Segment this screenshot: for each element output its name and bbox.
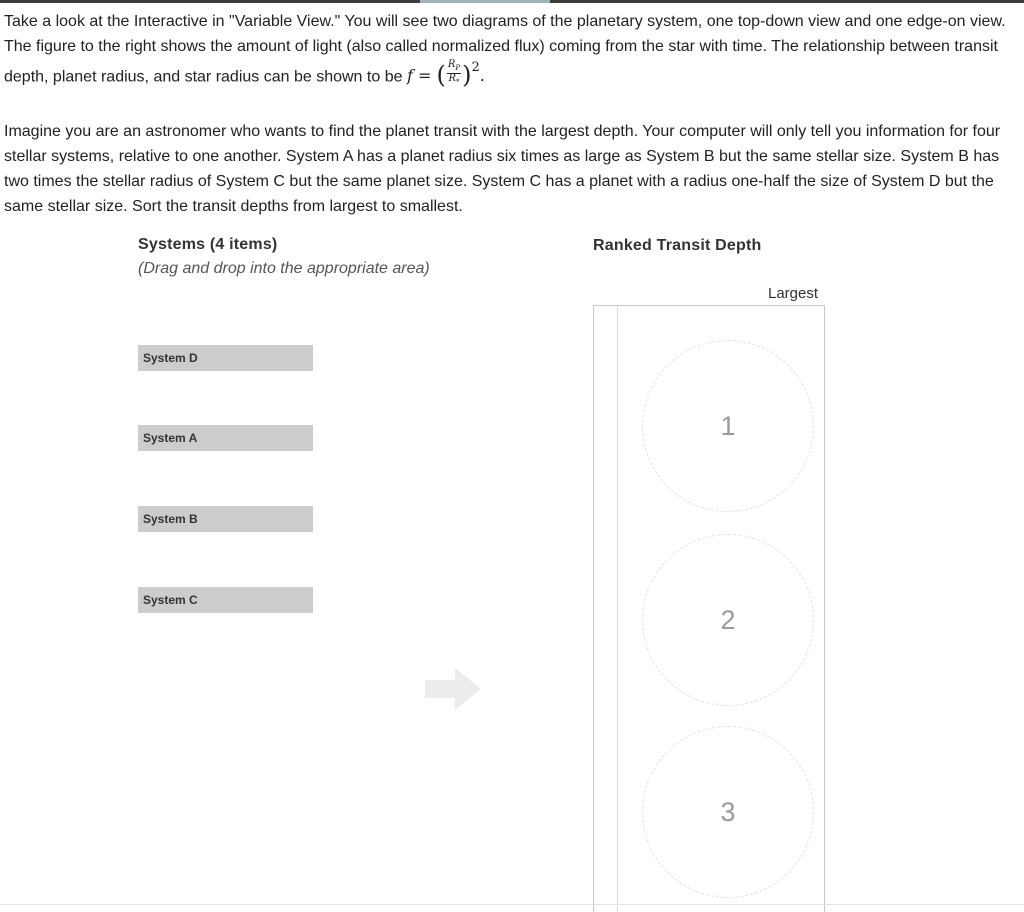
prompt-text-1: Take a look at the Interactive in "Variable View." You will see two diagrams of the planetary system, one top-down view and one edge-on view. The figure to the right shows the amount of light (also called normalized flux) coming from the star with time. The relationship between transit depth, planet radius, and star radius can be shown to be [4,13,1006,86]
formula-close-paren: ) [462,61,472,90]
drag-item-system-b[interactable]: System B [138,506,313,532]
drop-slot-2[interactable] [642,534,814,706]
right-arrow-icon [425,668,481,715]
ranked-drop-area[interactable] [593,305,825,912]
transit-depth-formula [406,59,485,90]
prompt-paragraph-1 [4,9,1014,90]
formula-denominator-symbol: R [448,73,456,85]
formula-end: . [479,66,485,86]
slot-number: 3 [720,796,736,827]
rank-divider [617,306,618,912]
top-rule-accent [420,0,550,3]
formula-open-paren: ( [436,61,446,90]
formula-numerator-subscript: P [455,64,461,73]
formula-lhs: f = [406,66,432,86]
drag-item-system-a[interactable]: System A [138,425,313,451]
formula-denominator-subscript: * [455,78,460,87]
drag-instruction: (Drag and drop into the appropriate area) [138,260,430,277]
bottom-rule [0,904,1024,905]
systems-header [138,236,430,278]
question-prompt [4,9,1014,219]
drop-slot-1[interactable] [642,340,814,512]
largest-label: Largest [768,285,819,302]
formula-numerator [447,60,461,74]
formula-numerator-symbol: R [447,59,456,71]
ranked-title: Ranked Transit Depth [593,237,762,254]
formula-exponent: 2 [471,60,480,75]
drag-item-system-d[interactable]: System D [138,345,313,371]
drop-slot-3[interactable] [642,726,814,898]
slot-number: 2 [720,604,736,635]
slot-number: 1 [720,410,736,441]
formula-fraction [447,60,461,87]
systems-title: Systems (4 items) [138,236,278,253]
prompt-paragraph-2: Imagine you are an astronomer who wants to find the planet transit with the largest depth. Your computer will only tell you information for four stellar systems, relative to one another. System A has a planet radius six times as large as System B but the same stellar size. System B has two times the stellar radius of System C but the same planet size. System C has a planet with a radius one-half the size of System D but the same stellar size. Sort the transit depths from largest to smallest. [4,123,1001,216]
formula-denominator [447,74,461,87]
drag-item-system-c[interactable]: System C [138,587,313,613]
